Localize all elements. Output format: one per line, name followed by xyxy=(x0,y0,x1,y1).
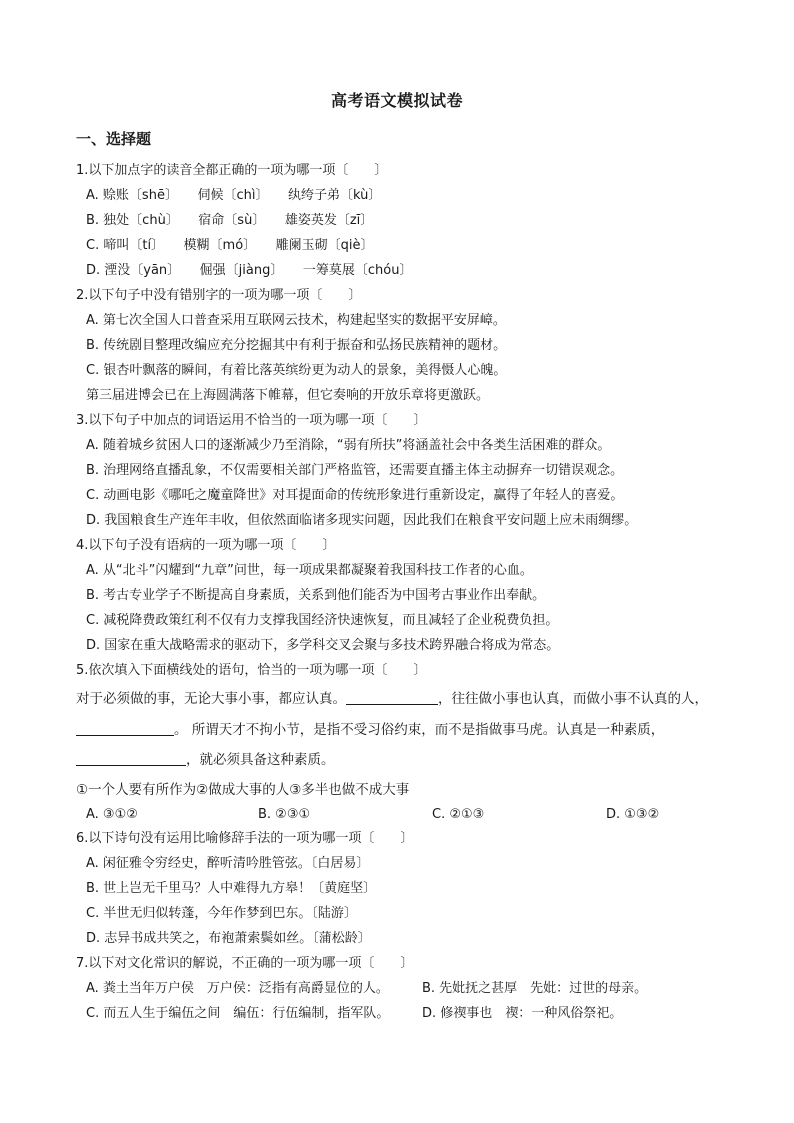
fill-blank-2 xyxy=(76,722,174,736)
question-6-option-c: C. 半世无归似转蓬，今年作梦到巴东。〔陆游〕 xyxy=(86,906,357,921)
question-3-option-c: C. 动画电影《哪吒之魔童降世》对耳提面命的传统形象进行重新设定，赢得了年轻人的喜爱。 xyxy=(86,488,624,503)
question-4-option-d: D. 国家在重大战略需求的驱动下，多学科交叉会聚与多技术跨界融合将成为常态。 xyxy=(86,638,560,653)
question-3-option-a: A. 随着城乡贫困人口的逐渐减少乃至消除，“弱有所扶”将涵盖社会中各类生活困难的群众。 xyxy=(86,438,611,453)
question-6-option-a: A. 闲征雅令穷经史，醉听清吟胜管弦。〔白居易〕 xyxy=(86,856,370,871)
question-5-option-c: C. ②①③ xyxy=(432,807,485,822)
question-5-option-d: D. ①③② xyxy=(606,807,660,822)
question-7-stem: 7.以下对文化常识的解说，不正确的一项为哪一项〔 〕 xyxy=(76,956,414,971)
section-heading: 一、选择题 xyxy=(76,130,152,148)
question-6-option-b: B. 世上岂无千里马？人中难得九方皋！〔黄庭坚〕 xyxy=(86,881,377,896)
question-1-stem: 1.以下加点字的读音全都正确的一项为哪一项〔 〕 xyxy=(76,163,388,178)
question-5-option-a: A. ③①② xyxy=(86,807,138,822)
question-5-items: ①一个人要有所作为②做成大事的人③多半也做不成大事 xyxy=(76,782,410,798)
question-7-option-a: A. 粪土当年万户侯 万户侯：泛指有高爵显位的人。 xyxy=(86,981,389,996)
question-2-stem: 2.以下句子中没有错别字的一项为哪一项〔 〕 xyxy=(76,288,362,303)
question-4-option-a: A. 从“北斗”闪耀到“九章”问世，每一项成果都凝聚着我国科技工作者的心血。 xyxy=(86,563,533,578)
question-2-option-b: B. 传统剧目整理改编应充分挖掘其中有利于振奋和弘扬民族精神的题材。 xyxy=(86,338,507,353)
question-4-stem: 4.以下句子没有语病的一项为哪一项〔 〕 xyxy=(76,538,336,553)
question-2-option-c: C. 银杏叶飘落的瞬间，有着比落英缤纷更为动人的景象，美得慑人心魄。 xyxy=(86,363,507,378)
question-3-option-b: B. 治理网络直播乱象，不仅需要相关部门严格监管，还需要直播主体主动摒弃一切错误观念。 xyxy=(86,463,624,478)
question-3-option-d: D. 我国粮食生产连年丰收，但依然面临诸多现实问题，因此我们在粮食平安问题上应未雨绸缪。 xyxy=(86,513,638,528)
question-5-option-b: B. ②③① xyxy=(258,807,311,822)
question-6-stem: 6.以下诗句没有运用比喻修辞手法的一项为哪一项〔 〕 xyxy=(76,831,414,846)
question-5-passage-line-1 xyxy=(76,690,708,708)
question-5-stem: 5.依次填入下面横线处的语句，恰当的一项为哪一项〔 〕 xyxy=(76,663,427,678)
question-5-passage-line-3 xyxy=(76,751,335,769)
fill-blank-3 xyxy=(76,752,186,766)
question-1-option-a: A. 赊账〔shē〕 伺候〔chì〕 纨绔子弟〔kù〕 xyxy=(86,188,382,203)
question-1-option-b: B. 独处〔chù〕 宿命〔sù〕 雄姿英发〔zī〕 xyxy=(86,213,374,228)
question-7-option-d: D. 修禊事也 禊：一种风俗祭祀。 xyxy=(422,1006,623,1021)
question-7-option-b: B. 先妣抚之甚厚 先妣：过世的母亲。 xyxy=(422,981,648,996)
passage-text: 。 所谓天才不拘小节，是指不受习俗约束，而不是指做事马虎。认真是一种素质， xyxy=(174,722,665,738)
question-7-option-c: C. 而五人生于编伍之间 编伍：行伍编制，指军队。 xyxy=(86,1006,390,1021)
passage-text: 对于必须做的事，无论大事小事，都应认真。 xyxy=(76,691,346,707)
fill-blank-1 xyxy=(346,691,438,705)
question-5-passage-line-2 xyxy=(76,721,664,739)
passage-text: ，往往做小事也认真，而做小事不认真的人， xyxy=(438,691,708,707)
question-4-option-c: C. 减税降费政策红利不仅有力支撑我国经济快速恢复，而且减轻了企业税费负担。 xyxy=(86,613,559,628)
question-4-option-b: B. 考古专业学子不断提高自身素质，关系到他们能否为中国考古事业作出奉献。 xyxy=(86,588,546,603)
page-title: 高考语文模拟试卷 xyxy=(330,91,463,110)
question-1-option-c: C. 啼叫〔tí〕 模糊〔mó〕 雕阑玉砌〔qiè〕 xyxy=(86,238,374,253)
passage-text: ，就必须具备这种素质。 xyxy=(186,752,335,768)
question-6-option-d: D. 志异书成共笑之，布袍萧索鬓如丝。〔蒲松龄〕 xyxy=(86,931,371,946)
question-1-option-d: D. 湮没〔yān〕 倔强〔jiàng〕 一筹莫展〔chóu〕 xyxy=(86,263,413,278)
question-2-option-d: 第三届进博会已在上海圆满落下帷幕，但它奏响的开放乐章将更激跃。 xyxy=(86,388,490,403)
question-3-stem: 3.以下句子中加点的词语运用不恰当的一项为哪一项〔 〕 xyxy=(76,413,427,428)
question-2-option-a: A. 第七次全国人口普查采用互联网云技术，构建起坚实的数据平安屏嶂。 xyxy=(86,313,506,328)
